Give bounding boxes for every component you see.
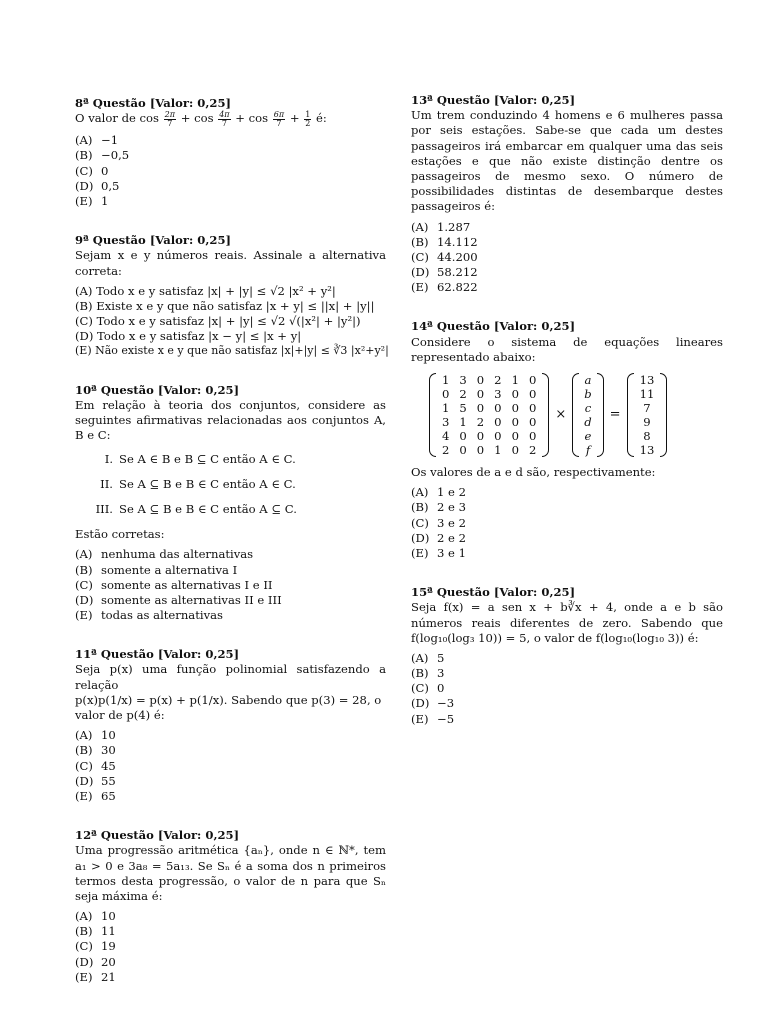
matrix-cell: 0 (494, 429, 502, 443)
option-text: 0 (101, 163, 109, 178)
option-letter: (B) (75, 148, 93, 163)
matrix-cell: 0 (459, 429, 467, 443)
option-letter: (B) (411, 234, 429, 249)
option-letter: (E) (411, 280, 429, 295)
option-letter: (C) (411, 681, 429, 696)
option-letter: (A) (75, 283, 93, 298)
option-letter: (C) (75, 314, 93, 329)
option-letter: (A) (411, 485, 429, 500)
option-letter: (E) (75, 969, 93, 984)
times-symbol: × (555, 407, 567, 423)
matrix-cell: 1 (442, 401, 450, 415)
statement-item (89, 502, 386, 517)
question-10-stem: Em relação à teoria dos conjuntos, considere as seguintes afirmativas relacionadas aos conjuntos A, B e C: (75, 398, 386, 443)
statement-item (89, 452, 386, 467)
option-letter: (A) (75, 133, 93, 148)
option-item[interactable] (75, 344, 389, 358)
matrix-cell: 7 (643, 401, 651, 415)
matrix-cell: 0 (511, 415, 519, 429)
option-text: −0,5 (101, 148, 130, 163)
matrix-cell: 0 (511, 401, 519, 415)
matrix-cell: 13 (639, 443, 655, 457)
option-text: 2 e 2 (437, 530, 466, 545)
question-13-title: 13ª Questão [Valor: 0,25] (411, 93, 576, 107)
question-8-options (75, 133, 386, 209)
matrix-cell: b (584, 387, 592, 401)
option-text: todas as alternativas (101, 608, 223, 623)
option-text: Todo x e y satisfaz |x| + |y| ≤ √2 √(|x²| + |y²|) (96, 314, 361, 329)
matrix-cell: 1 (494, 443, 502, 457)
statement-number: III. (95, 501, 113, 516)
option-item[interactable] (411, 265, 723, 280)
question-13-stem: Um trem conduzindo 4 homens e 6 mulheres passa por seis estações. Sabe-se que cada um destes passageiros irá embarcar em qualquer uma das seis estações e que não existe distinção dentre os passageiros de mesmo sexo. O número de possibilidades distintas de desembarque destes passageiros é: (411, 108, 723, 214)
matrix-cell: 0 (494, 415, 502, 429)
option-letter: (C) (411, 515, 429, 530)
option-text: 3 (437, 666, 445, 681)
option-text: 65 (101, 788, 116, 803)
question-11 (75, 647, 386, 804)
option-text: somente as alternativas II e III (101, 592, 282, 607)
option-text: somente as alternativas I e II (101, 577, 273, 592)
matrix-cell: 0 (528, 373, 537, 387)
matrix-cell: 1 (511, 373, 519, 387)
option-text: 14.112 (437, 234, 478, 249)
question-10 (75, 383, 386, 623)
matrix-cell: e (584, 429, 592, 443)
question-11-stem-line: valor de p(4) é: (75, 708, 165, 723)
statement-number: II. (100, 476, 113, 491)
question-12-options (75, 909, 386, 985)
option-letter: (B) (411, 666, 429, 681)
option-text: −5 (437, 711, 455, 726)
option-text: 0 (437, 681, 445, 696)
option-item[interactable] (411, 531, 723, 546)
option-letter: (B) (75, 562, 93, 577)
option-item[interactable] (411, 220, 723, 235)
matrix-cell: 5 (459, 401, 467, 415)
matrix-cell: a (584, 373, 592, 387)
question-9-options (75, 283, 389, 359)
variable-table (580, 373, 595, 457)
option-item[interactable] (411, 681, 723, 696)
matrix-cell: 0 (476, 443, 485, 457)
option-text: 3 e 1 (437, 545, 466, 560)
matrix-cell: 2 (528, 443, 537, 457)
option-letter: (A) (411, 219, 429, 234)
question-11-options (75, 728, 386, 804)
question-10-prompt: Estão corretas: (75, 527, 165, 542)
variable-vector (572, 373, 603, 457)
option-item[interactable] (75, 284, 386, 299)
option-item[interactable] (75, 743, 386, 758)
option-item[interactable] (411, 516, 723, 531)
option-item[interactable] (75, 939, 386, 954)
question-14-title: 14ª Questão [Valor: 0,25] (411, 319, 576, 334)
option-item[interactable] (75, 728, 386, 743)
matrix-cell: 2 (494, 373, 502, 387)
option-item[interactable] (75, 608, 386, 623)
option-letter: (E) (75, 608, 93, 623)
constant-table (635, 373, 660, 457)
matrix-cell: 1 (442, 373, 450, 387)
question-14-stem: Considere o sistema de equações lineares representado abaixo: (411, 334, 723, 364)
option-text: 30 (101, 743, 116, 758)
matrix-cell: 2 (442, 443, 450, 457)
option-text: Não existe x e y que não satisfaz |x|+|y| ≤ ∛3 |x²+y²| (95, 344, 389, 358)
question-15-options (411, 651, 723, 727)
option-item[interactable] (411, 280, 723, 295)
option-letter: (A) (75, 547, 93, 562)
option-letter: (C) (75, 577, 93, 592)
question-9 (75, 233, 389, 359)
option-text: 10 (101, 728, 116, 743)
matrix-cell: d (584, 415, 592, 429)
option-text: 11 (101, 924, 116, 939)
option-item[interactable] (411, 500, 723, 515)
option-item[interactable] (75, 970, 386, 985)
option-text: 55 (101, 773, 116, 788)
option-letter: (C) (75, 758, 93, 773)
matrix-cell: c (584, 401, 592, 415)
option-item[interactable] (75, 924, 386, 939)
option-item[interactable] (75, 179, 386, 194)
option-letter: (C) (411, 249, 429, 264)
option-text: 3 e 2 (437, 515, 466, 530)
question-15 (411, 585, 723, 727)
option-item[interactable] (75, 759, 386, 774)
option-item[interactable] (75, 955, 386, 970)
option-letter: (A) (411, 650, 429, 665)
matrix-cell: 0 (476, 401, 485, 415)
matrix-cell: 13 (639, 373, 655, 387)
option-item[interactable] (75, 148, 386, 163)
option-letter: (D) (411, 696, 430, 711)
matrix-cell: 0 (476, 429, 485, 443)
option-letter: (D) (75, 178, 94, 193)
option-item[interactable] (75, 329, 386, 344)
matrix-cell: 3 (459, 373, 467, 387)
question-13-options (411, 220, 723, 296)
option-item[interactable] (75, 593, 386, 608)
left-column (75, 96, 389, 1009)
matrix-cell: 8 (643, 429, 651, 443)
matrix-cell: 3 (442, 415, 450, 429)
option-item[interactable] (411, 696, 723, 711)
option-text: 1.287 (437, 219, 471, 234)
matrix-cell: 11 (639, 387, 655, 401)
matrix-cell: 0 (528, 401, 537, 415)
matrix-cell: 0 (442, 387, 450, 401)
option-item[interactable] (411, 666, 723, 681)
option-text: somente a alternativa I (101, 562, 238, 577)
option-text: 20 (101, 954, 116, 969)
option-text: Todo x e y satisfaz |x| + |y| ≤ √2 |x² + y²| (96, 283, 336, 298)
option-letter: (E) (75, 193, 93, 208)
linear-system (429, 373, 723, 457)
question-8-stem: O valor de cos $\frac{2\pi}{7}$ + cos $\frac{4\pi}{7}$ + cos $\frac{6\pi}{7}$ + $\frac{1}{2}$ é: (75, 110, 327, 129)
option-text: 44.200 (437, 249, 478, 264)
constant-vector (627, 373, 668, 457)
option-letter: (D) (75, 954, 94, 969)
option-letter: (C) (75, 939, 93, 954)
question-10-title: 10ª Questão [Valor: 0,25] (75, 382, 240, 397)
option-item[interactable] (75, 133, 386, 148)
option-letter: (E) (75, 788, 93, 803)
option-letter: (E) (411, 711, 429, 726)
option-text: 21 (101, 969, 116, 984)
option-letter: (D) (411, 265, 430, 280)
option-item[interactable] (411, 712, 723, 727)
option-item[interactable] (411, 485, 723, 500)
matrix-cell: f (585, 443, 591, 457)
question-15-stem: Seja f(x) = a sen x + b∛x + 4, onde a e b são números reais diferentes de zero. Sabendo que f(log₁₀(log₃ 10)) = 5, o valor de f(log₁₀(log₁₀ 3)) é: (411, 600, 723, 645)
matrix-cell: 3 (494, 387, 502, 401)
option-text: Existe x e y que não satisfaz |x + y| ≤ ||x| + |y|| (96, 298, 375, 313)
statement-text: Se A ⊆ B e B ∈ C então A ∈ C. (119, 476, 296, 491)
statement-text: Se A ∈ B e B ⊆ C então A ∈ C. (119, 451, 296, 466)
matrix-cell: 0 (494, 401, 502, 415)
option-letter: (D) (75, 592, 94, 607)
question-12-title: 12ª Questão [Valor: 0,25] (75, 828, 240, 843)
option-text: −1 (101, 133, 119, 148)
option-letter: (A) (75, 909, 93, 924)
option-text: 62.822 (437, 280, 478, 295)
option-letter: (E) (411, 545, 429, 560)
option-text: 45 (101, 758, 116, 773)
option-text: 0,5 (101, 178, 120, 193)
matrix-cell: 0 (528, 429, 537, 443)
question-11-stem-line: p(x)p(1/x) = p(x) + p(1/x). Sabendo que p(3) = 28, o (75, 692, 382, 707)
option-text: 2 e 3 (437, 500, 466, 515)
question-14-options (411, 485, 723, 561)
question-8-title: 8ª Questão [Valor: 0,25] (75, 96, 232, 110)
option-item[interactable] (75, 299, 386, 314)
option-text: 19 (101, 939, 116, 954)
matrix-cell: 0 (528, 415, 537, 429)
matrix-cell: 0 (511, 443, 519, 457)
option-item[interactable] (411, 235, 723, 250)
option-letter: (C) (75, 163, 93, 178)
option-item[interactable] (411, 250, 723, 265)
option-item[interactable] (75, 194, 386, 209)
question-12 (75, 828, 386, 985)
coefficient-table (437, 373, 541, 457)
option-item[interactable] (411, 651, 723, 666)
question-13 (411, 93, 723, 295)
matrix-cell: 4 (442, 429, 450, 443)
question-12-stem: Uma progressão aritmética {aₙ}, onde n ∈ ℕ*, tem a₁ > 0 e 3a₈ = 5a₁₃. Se Sₙ é a soma dos n primeiros termos desta progressão, o valor de n para que Sₙ seja máxima é: (75, 843, 386, 903)
option-letter: (D) (75, 329, 94, 344)
option-letter: (D) (75, 773, 94, 788)
question-8-stem-suffix: é: (316, 111, 327, 126)
right-column (411, 93, 723, 751)
option-text: 58.212 (437, 265, 478, 280)
matrix-cell: 9 (643, 415, 651, 429)
option-text: 1 e 2 (437, 485, 466, 500)
question-11-title: 11ª Questão [Valor: 0,25] (75, 647, 240, 662)
option-letter: (B) (411, 500, 429, 515)
option-text: nenhuma das alternativas (101, 547, 254, 562)
matrix-cell: 2 (476, 415, 485, 429)
statement-list (89, 452, 386, 518)
option-item[interactable] (75, 547, 386, 562)
matrix-cell: 1 (459, 415, 467, 429)
option-letter: (B) (75, 924, 93, 939)
option-item[interactable] (411, 546, 723, 561)
option-letter: (B) (75, 743, 93, 758)
option-letter: (E) (75, 344, 92, 358)
question-14-prompt: Os valores de a e d são, respectivamente: (411, 465, 656, 479)
option-letter: (B) (75, 298, 93, 313)
matrix-cell: 0 (459, 443, 467, 457)
coefficient-matrix (429, 373, 549, 457)
question-8 (75, 96, 386, 209)
matrix-cell: 0 (528, 387, 537, 401)
statement-number: I. (104, 451, 113, 466)
option-item[interactable] (75, 578, 386, 593)
question-10-options (75, 547, 386, 623)
question-14 (411, 319, 723, 561)
option-item[interactable] (75, 314, 386, 329)
matrix-cell: 0 (511, 387, 519, 401)
question-15-title: 15ª Questão [Valor: 0,25] (411, 585, 576, 600)
matrix-cell: 0 (511, 429, 519, 443)
question-9-title: 9ª Questão [Valor: 0,25] (75, 233, 232, 248)
equals-symbol: = (609, 407, 621, 423)
option-text: 1 (101, 193, 109, 208)
matrix-cell: 0 (476, 387, 485, 401)
question-8-stem-prefix: O valor de cos (75, 111, 159, 126)
option-item[interactable] (75, 909, 386, 924)
matrix-cell: 2 (459, 387, 467, 401)
question-9-stem: Sejam x e y números reais. Assinale a alternativa correta: (75, 248, 386, 278)
statement-text: Se A ⊆ B e B ∈ C então A ⊆ C. (119, 501, 297, 516)
option-text: −3 (437, 696, 455, 711)
option-item[interactable] (75, 563, 386, 578)
option-letter: (A) (75, 728, 93, 743)
option-text: 10 (101, 909, 116, 924)
statement-item (89, 477, 386, 492)
option-text: 5 (437, 650, 445, 665)
option-letter: (D) (411, 530, 430, 545)
option-item[interactable] (75, 164, 386, 179)
matrix-cell: 0 (476, 373, 485, 387)
option-text: Todo x e y satisfaz |x − y| ≤ |x + y| (97, 329, 302, 344)
question-11-stem (75, 662, 386, 723)
option-item[interactable] (75, 774, 386, 789)
option-item[interactable] (75, 789, 386, 804)
question-11-stem-line: Seja p(x) uma função polinomial satisfazendo a relação (75, 662, 386, 692)
